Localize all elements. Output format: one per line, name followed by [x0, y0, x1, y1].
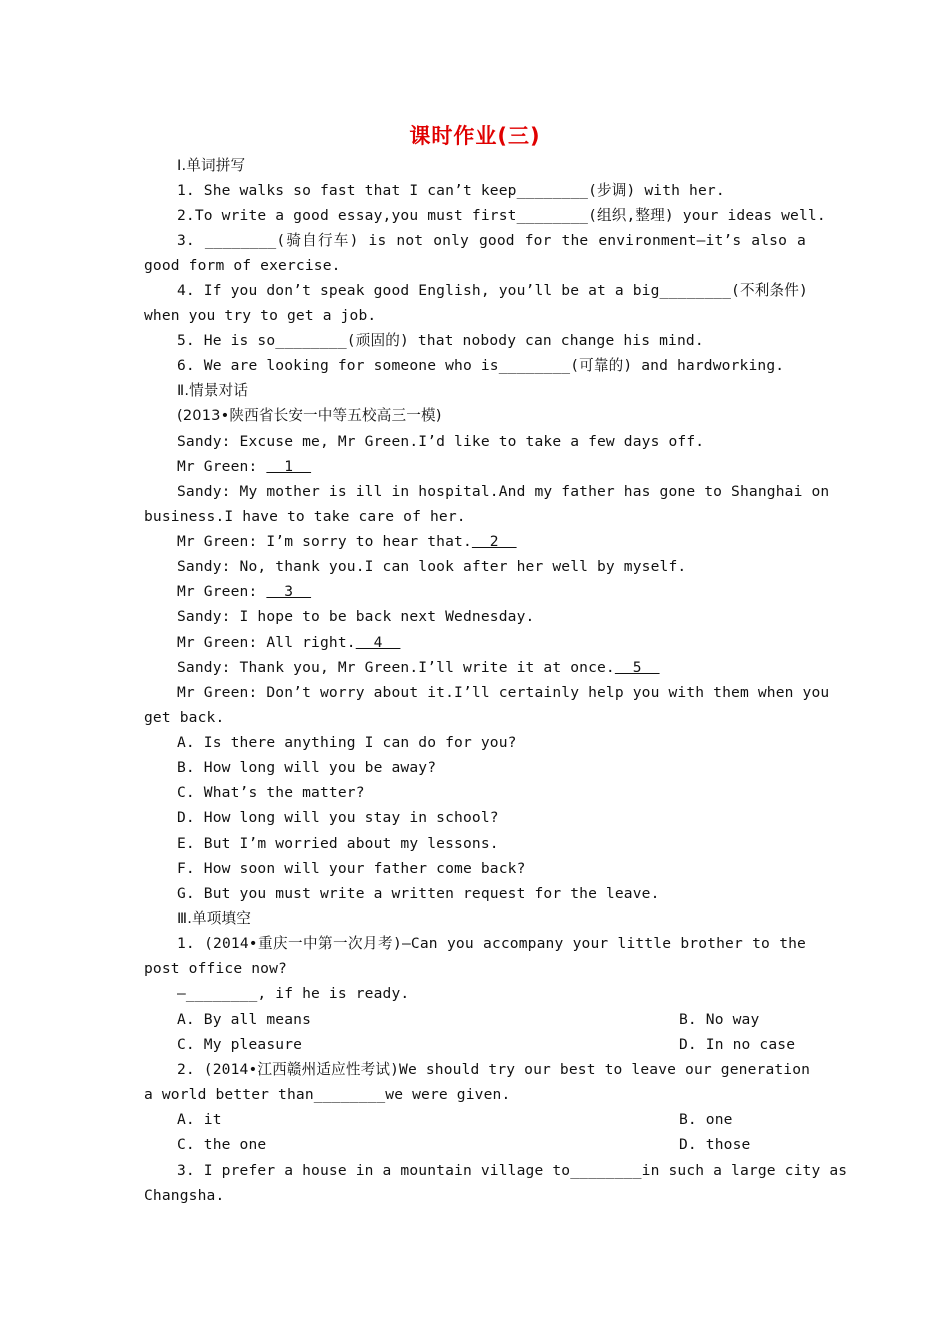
- question-3-2-line2: a world better than________we were given.: [144, 1086, 511, 1103]
- question-1-4-line1: 4. If you don’t speak good English, you’ll be at a big________(不利条件): [177, 282, 808, 299]
- dialog-option-a: A. Is there anything I can do for you?: [177, 734, 517, 751]
- dialog-blank-3: 3: [266, 583, 312, 600]
- dialog-line-3a: Sandy: My mother is ill in hospital.And my father has gone to Shanghai on: [177, 483, 830, 500]
- dialog-option-d: D. How long will you stay in school?: [177, 809, 499, 826]
- dialog-option-f: F. How soon will your father come back?: [177, 860, 526, 877]
- question-3-2-options-row2: [177, 1132, 806, 1157]
- dialog-line-2: Mr Green: 1: [177, 458, 312, 475]
- page-title: 课时作业(三): [409, 124, 541, 148]
- question-1-6: 6. We are looking for someone who is________(可靠的) and hardworking.: [177, 357, 785, 374]
- dialog-option-b: B. How long will you be away?: [177, 759, 437, 776]
- option-c: C. My pleasure: [177, 1036, 303, 1053]
- question-3-1-line1: 1. (2014•重庆一中第一次月考)—Can you accompany your little brother to the: [177, 935, 806, 952]
- option-b: B. No way: [679, 1011, 760, 1028]
- question-1-5: 5. He is so________(顽固的) that nobody can change his mind.: [177, 332, 704, 349]
- dialog-option-e: E. But I’m worried about my lessons.: [177, 835, 499, 852]
- question-3-3-line1: 3. I prefer a house in a mountain village to________in such a large city as: [177, 1162, 848, 1179]
- question-1-1: 1. She walks so fast that I can’t keep________(步调) with her.: [177, 182, 725, 199]
- dialog-blank-4: 4: [355, 634, 401, 651]
- dialog-blank-1: 1: [266, 458, 312, 475]
- dialog-source: (2013•陕西省长安一中等五校高三一模): [177, 407, 442, 424]
- question-3-1-options-row2: [177, 1032, 806, 1057]
- dialog-line-3b: business.I have to take care of her.: [144, 508, 466, 525]
- dialog-line-1: Sandy: Excuse me, Mr Green.I’d like to take a few days off.: [177, 433, 705, 450]
- question-1-3-line1: 3. ________(骑自行车) is not only good for the environment—it’s also a: [177, 232, 806, 249]
- dialog-line-4: Mr Green: I’m sorry to hear that. 2: [177, 533, 517, 550]
- dialog-line-10a: Mr Green: Don’t worry about it.I’ll certainly help you with them when you: [177, 684, 830, 701]
- question-3-2-options-row1: [177, 1107, 806, 1132]
- section-heading-3: Ⅲ.单项填空: [177, 910, 251, 927]
- question-3-3-line2: Changsha.: [144, 1187, 225, 1204]
- dialog-blank-2: 2: [471, 533, 517, 550]
- dialog-line-9: Sandy: Thank you, Mr Green.I’ll write it at once. 5: [177, 659, 660, 676]
- section-heading-2: Ⅱ.情景对话: [177, 382, 249, 399]
- dialog-option-c: C. What’s the matter?: [177, 784, 365, 801]
- dialog-line-6: Mr Green: 3: [177, 583, 312, 600]
- option-a: A. it: [177, 1111, 222, 1128]
- dialog-blank-5: 5: [614, 659, 660, 676]
- section-heading-1: Ⅰ.单词拼写: [177, 157, 246, 174]
- option-c: C. the one: [177, 1136, 267, 1153]
- option-a: A. By all means: [177, 1011, 312, 1028]
- question-3-1-line3: —________, if he is ready.: [177, 985, 410, 1002]
- option-d: D. In no case: [679, 1036, 796, 1053]
- question-3-2-line1: 2. (2014•江西赣州适应性考试)We should try our best to leave our generation: [177, 1061, 811, 1078]
- dialog-line-7: Sandy: I hope to be back next Wednesday.: [177, 608, 535, 625]
- question-1-2: 2.To write a good essay,you must first________(组织,整理) your ideas well.: [177, 207, 826, 224]
- question-1-3-line2: good form of exercise.: [144, 257, 341, 274]
- option-b: B. one: [679, 1111, 733, 1128]
- dialog-line-10b: get back.: [144, 709, 225, 726]
- question-3-1-line2: post office now?: [144, 960, 287, 977]
- dialog-line-8: Mr Green: All right. 4: [177, 634, 401, 651]
- option-d: D. those: [679, 1136, 751, 1153]
- question-3-1-options-row1: [177, 1007, 806, 1032]
- dialog-line-5: Sandy: No, thank you.I can look after her well by myself.: [177, 558, 687, 575]
- dialog-option-g: G. But you must write a written request for the leave.: [177, 885, 660, 902]
- question-1-4-line2: when you try to get a job.: [144, 307, 377, 324]
